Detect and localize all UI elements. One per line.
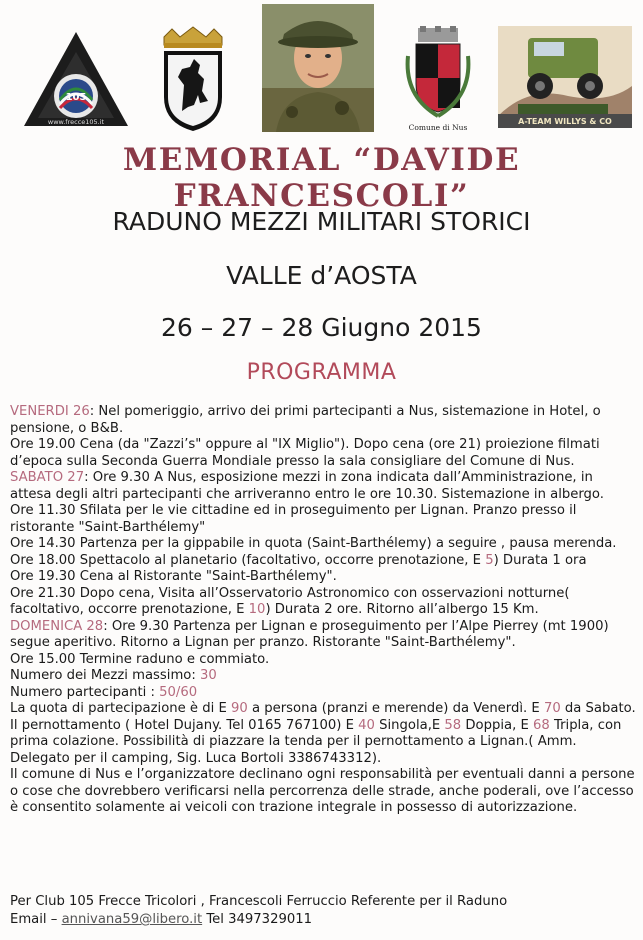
telephone: Tel 3497329011 <box>202 912 313 927</box>
domenica-end: Ore 15.00 Termine raduno e commiato. <box>10 651 270 667</box>
program-body <box>10 404 636 817</box>
participants-label: Numero partecipanti : <box>10 684 160 700</box>
programma-heading: PROGRAMMA <box>246 360 397 385</box>
organizer-line: Per Club 105 Frecce Tricolori , Francescoli Ferruccio Referente per il Raduno <box>10 894 508 909</box>
comune-di-nus-crest <box>402 26 474 134</box>
fee-text-a: La quota di partecipazione è di E <box>10 701 231 716</box>
triangle-url: www.frecce105.it <box>47 118 105 126</box>
portrait-photo <box>262 4 374 132</box>
venerdi-paragraph <box>10 404 636 437</box>
lodging-paragraph <box>10 718 636 768</box>
email-link[interactable]: annivana59@libero.it <box>61 912 203 927</box>
planetarium-text: Ore 18.00 Spettacolo al planetario (facoltativo, occorre prenotazione, E <box>10 552 486 568</box>
memorial-title: MEMORIAL “DAVIDE FRANCESCOLI” <box>122 142 521 214</box>
sabato-offroad: Ore 14.30 Partenza per la gippabile in quota (Saint-Barthélemy) a seguire , pausa merenda. <box>10 536 617 551</box>
participants <box>10 685 636 702</box>
email-prefix: Email – <box>10 912 62 927</box>
max-vehicles-value: 30 <box>200 668 217 683</box>
frecce-tricolori-triangle-logo <box>22 30 130 130</box>
sabato-label: SABATO 27 <box>10 470 85 485</box>
region-title: VALLE d’AOSTA <box>226 261 417 290</box>
domenica-text: : Ore 9.30 Partenza per Lignan e proseguimento per l’Alpe Pierrey (mt 1900) segue aperitivo. Ritorno a Lignan per pranzo. Ristorante "Saint-Barthélemy". <box>10 618 609 650</box>
domenica-label: DOMENICA 28 <box>10 618 104 634</box>
lodging-triple-price: 68 <box>533 717 550 733</box>
triangle-number: 105 <box>65 92 87 103</box>
sabato-parade: Ore 11.30 Sfilata per le vie cittadine ed in proseguimento per Lignan. Pranzo presso il ristorante "Saint-Barthélemy" <box>10 503 577 535</box>
sabato-dinner: Ore 19.30 Cena al Ristorante "Saint-Barthélemy". <box>10 569 337 584</box>
logo-row <box>0 0 643 140</box>
lodging-text-c: Doppia, E <box>461 717 534 733</box>
comune-caption: Comune di Nus <box>408 123 468 132</box>
planetarium-price: 5 <box>485 552 494 568</box>
domenica-paragraph <box>10 619 636 652</box>
jeep-caption: A-TEAM WILLYS & CO <box>518 117 612 126</box>
observatory-price: 10 <box>248 602 266 617</box>
lodging-text-d: Tripla, con prima colazione. Possibilità di piazzare la tenda per il pernottamento a Lignan.( Amm. Delegato per il camping, Sig. Luca Bortoli 3386743312). <box>10 717 622 766</box>
fee-paragraph <box>10 701 636 718</box>
sabato-observatory <box>10 586 636 619</box>
fee-value-friday: 90 <box>231 701 248 716</box>
crowned-shield-logo <box>158 25 228 133</box>
sabato-text: : Ore 9.30 A Nus, esposizione mezzi in zona indicata dall’Amministrazione, in attesa degli altri partecipanti che arriveranno entro le ore 10.30. Sistemazione in albergo. <box>10 470 604 502</box>
observatory-duration: ) Durata 2 ore. Ritorno all’albergo 15 Km. <box>265 602 539 617</box>
a-team-willys-jeep-logo <box>498 26 632 128</box>
fee-text-b: a persona (pranzi e merende) da Venerdì. E <box>247 701 544 716</box>
sabato-paragraph <box>10 470 636 503</box>
lodging-text-b: Singola,E <box>374 717 445 733</box>
sabato-planetarium <box>10 553 636 570</box>
venerdi-label: VENERDI 26 <box>10 404 90 419</box>
lodging-single-price: 40 <box>358 717 375 733</box>
lodging-text-a: Il pernottamento ( Hotel Dujany. Tel 0165 767100) E <box>10 717 359 733</box>
venerdi-text: : Nel pomeriggio, arrivo dei primi partecipanti a Nus, sistemazione in Hotel, o pensione, o B&B. <box>10 404 601 436</box>
fee-text-c: da Sabato. <box>560 701 636 716</box>
planetarium-duration: ) Durata 1 ora <box>493 552 587 568</box>
lodging-double-price: 58 <box>444 717 462 733</box>
contact-line <box>10 911 636 929</box>
venerdi-dinner: Ore 19.00 Cena (da "Zazzi’s" oppure al "IX Miglio"). Dopo cena (ore 21) proiezione filmati d’epoca sulla Seconda Guerra Mondiale presso la sala consigliare del Comune di Nus. <box>10 437 600 469</box>
fee-value-saturday: 70 <box>543 701 561 716</box>
participants-value: 50/60 <box>159 684 198 700</box>
max-vehicles <box>10 668 636 685</box>
max-vehicles-label: Numero dei Mezzi massimo: <box>10 668 200 683</box>
disclaimer: Il comune di Nus e l’organizzatore declinano ogni responsabilità per eventuali danni a persone o cose che dovrebbero verificarsi nella percorrenza delle strade, anche poderali, ove l’accesso è consentito solamente ai veicoli con trazione integrale in possesso di autorizzazione. <box>10 767 635 815</box>
footer <box>10 893 636 929</box>
event-dates: 26 – 27 – 28 Giugno 2015 <box>161 313 482 342</box>
observatory-text: Ore 21.30 Dopo cena, Visita all’Osservatorio Astronomico con osservazioni notturne( facoltativo, occorre prenotazione, E <box>10 585 570 617</box>
event-subtitle: RADUNO MEZZI MILITARI STORICI <box>112 207 531 236</box>
